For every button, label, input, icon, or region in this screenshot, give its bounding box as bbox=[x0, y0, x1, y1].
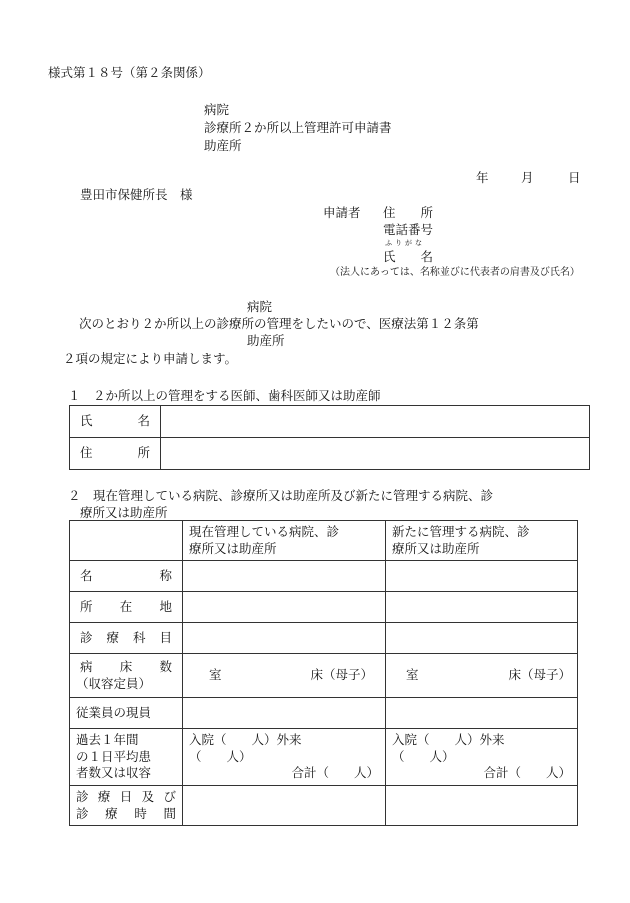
applicant-name-label: 氏 名 bbox=[383, 249, 434, 264]
field-new-patients[interactable]: 入院（ 人）外来 （ 人） 合計（ 人） bbox=[386, 729, 578, 786]
document-title: 診療所２か所以上管理許可申請書 bbox=[204, 120, 392, 135]
table-row bbox=[70, 521, 578, 561]
date-day: 日 bbox=[568, 170, 581, 185]
title-hospital: 病院 bbox=[204, 102, 230, 117]
applicant-note: （法人にあっては、名称並びに代表者の肩書及び氏名） bbox=[330, 267, 580, 278]
field-new-beds[interactable]: 室 床（母子） bbox=[386, 654, 578, 698]
table-row bbox=[70, 561, 578, 592]
applicant-address-label: 住 所 bbox=[383, 205, 434, 220]
table-row bbox=[70, 592, 578, 623]
label-staff-count: 従業員の現員 bbox=[70, 698, 183, 729]
field-current-staff[interactable] bbox=[183, 698, 386, 729]
field-current-location[interactable] bbox=[183, 592, 386, 623]
label-bed-count: 病 床 数 （収容定員） bbox=[70, 654, 183, 698]
title-midwifery: 助産所 bbox=[204, 138, 242, 153]
date-month: 月 bbox=[521, 170, 534, 185]
addressee: 豊田市保健所長 様 bbox=[80, 187, 193, 202]
applicant-label: 申請者 bbox=[323, 205, 361, 220]
header-current-facility: 現在管理している病院、診 療所又は助産所 bbox=[183, 521, 386, 561]
header-blank bbox=[70, 521, 183, 561]
table-row bbox=[70, 729, 578, 786]
label-practitioner-name: 氏 名 bbox=[70, 406, 161, 438]
section1-heading: １ ２か所以上の管理をする医師、歯科医師又は助産師 bbox=[68, 388, 381, 403]
field-practitioner-address[interactable] bbox=[161, 438, 590, 470]
table-row bbox=[70, 623, 578, 654]
applicant-furigana: ふりがな bbox=[385, 239, 425, 247]
field-new-name[interactable] bbox=[386, 561, 578, 592]
field-new-location[interactable] bbox=[386, 592, 578, 623]
section1-table bbox=[69, 405, 590, 470]
label-department: 診 療 科 目 bbox=[70, 623, 183, 654]
header-new-facility: 新たに管理する病院、診 療所又は助産所 bbox=[386, 521, 578, 561]
body-midwifery: 助産所 bbox=[247, 333, 285, 348]
table-row bbox=[70, 438, 590, 470]
field-new-hours[interactable] bbox=[386, 786, 578, 826]
table-row bbox=[70, 406, 590, 438]
field-new-department[interactable] bbox=[386, 623, 578, 654]
label-practitioner-address: 住 所 bbox=[70, 438, 161, 470]
field-current-patients[interactable]: 入院（ 人）外来 （ 人） 合計（ 人） bbox=[183, 729, 386, 786]
body-line-1: 次のとおり２か所以上の診療所の管理をしたいので、医療法第１２条第 bbox=[79, 316, 479, 331]
section2-heading-line-1: ２ 現在管理している病院、診療所又は助産所及び新たに管理する病院、診 bbox=[68, 488, 494, 503]
label-facility-name: 名 称 bbox=[70, 561, 183, 592]
field-practitioner-name[interactable] bbox=[161, 406, 590, 438]
field-current-hours[interactable] bbox=[183, 786, 386, 826]
table-row bbox=[70, 698, 578, 729]
field-current-department[interactable] bbox=[183, 623, 386, 654]
section2-heading-line-2: 療所又は助産所 bbox=[80, 505, 168, 520]
applicant-phone-label: 電話番号 bbox=[383, 222, 434, 237]
label-hours: 診 療 日 及 び 診 療 時 間 bbox=[70, 786, 183, 826]
field-new-staff[interactable] bbox=[386, 698, 578, 729]
table-row bbox=[70, 654, 578, 698]
form-number: 様式第１８号（第２条関係） bbox=[48, 65, 211, 80]
table-row bbox=[70, 786, 578, 826]
label-location: 所 在 地 bbox=[70, 592, 183, 623]
date-year: 年 bbox=[476, 170, 489, 185]
body-hospital: 病院 bbox=[247, 299, 273, 314]
body-line-2: ２項の規定により申請します。 bbox=[63, 351, 238, 366]
field-current-beds[interactable]: 室 床（母子） bbox=[183, 654, 386, 698]
field-current-name[interactable] bbox=[183, 561, 386, 592]
label-avg-patients: 過去１年間 の１日平均患 者数又は収容 bbox=[70, 729, 183, 786]
section2-table bbox=[69, 520, 578, 826]
